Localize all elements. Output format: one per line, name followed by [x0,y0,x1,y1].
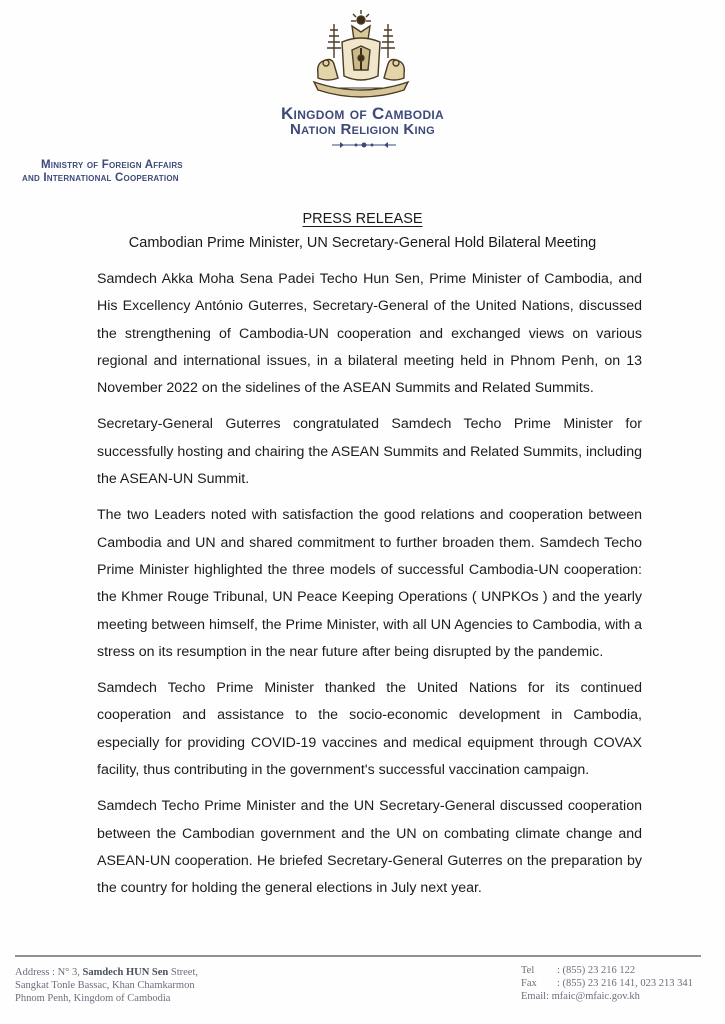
contact-email [521,990,693,1003]
press-release-heading: PRESS RELEASE [302,211,423,227]
ministry-name-line2: and International Cooperation [22,172,179,184]
fax-label: Fax [521,978,537,989]
divider-ornament-icon [330,140,398,150]
address-line-2: Sangkat Tonle Bassac, Khan Chamkarmon [15,980,195,991]
footer-address [15,966,198,1005]
tel-value: : (855) 23 216 122 [557,965,636,976]
address-prefix: Address : N° 3, [15,967,83,978]
document-type-label [0,211,725,227]
ministry-name-line1: Ministry of Foreign Affairs [41,159,183,171]
tel-label: Tel [521,965,535,976]
address-street-suffix: Street, [168,967,199,978]
press-release-body [97,266,642,912]
fax-value: : (855) 23 216 141, 023 213 341 [557,978,693,989]
contact-fax [521,977,693,990]
footer-divider [15,955,701,957]
national-motto: Nation Religion King [289,121,436,138]
email-label: Email [521,991,547,1002]
address-line-1 [15,966,198,979]
royal-arms-emblem-icon [308,8,414,104]
address-line-3: Phnom Penh, Kingdom of Cambodia [15,993,171,1004]
contact-tel [521,964,693,977]
press-release-headline: Cambodian Prime Minister, UN Secretary-General Hold Bilateral Meeting [128,235,597,251]
body-paragraph-1: Samdech Akka Moha Sena Padei Techo Hun Sen, Prime Minister of Cambodia, and His Excellency António Guterres, Secretary-General of the United Nations, discussed the strengthening of Cambodia-UN cooperation and exchanged views on various regional and international issues, in a bilateral meeting held in Phnom Penh, on 13 November 2022 on the sidelines of the ASEAN Summits and Related Summits. [97,271,642,397]
footer-contacts [521,964,693,1003]
address-street-name: Samdech HUN Sen [82,967,169,978]
country-name: Kingdom of Cambodia [280,104,445,123]
body-paragraph-2: Secretary-General Guterres congratulated Samdech Techo Prime Minister for successfully hosting and chairing the ASEAN Summits and Related Summits, including the ASEAN-UN Summit. [97,416,642,488]
email-value[interactable]: : mfaic@mfaic.gov.kh [546,991,640,1002]
body-paragraph-3: The two Leaders noted with satisfaction the good relations and cooperation between Cambodia and UN and shared commitment to further broaden them. Samdech Techo Prime Minister highlighted the three models of successful Cambodia-UN cooperation: the Khmer Rouge Tribunal, UN Peace Keeping Operations ( UNPKOs ) and the yearly meeting between himself, the Prime Minister, with all UN Agencies to Cambodia, with a stress on its resumption in the near future after being disrupted by the pandemic. [97,507,642,660]
body-paragraph-5: Samdech Techo Prime Minister and the UN Secretary-General discussed cooperation between the Cambodian government and the UN on combating climate change and ASEAN-UN cooperation. He briefed Secretary-General Guterres on the preparation by the country for holding the general elections in July next year. [97,798,642,897]
body-paragraph-4: Samdech Techo Prime Minister thanked the United Nations for its continued cooperation and assistance to the socio-economic development in Cambodia, especially for providing COVID-19 vaccines and medical equipment through COVAX facility, thus contributing in the government's successful vaccination campaign. [97,680,642,779]
